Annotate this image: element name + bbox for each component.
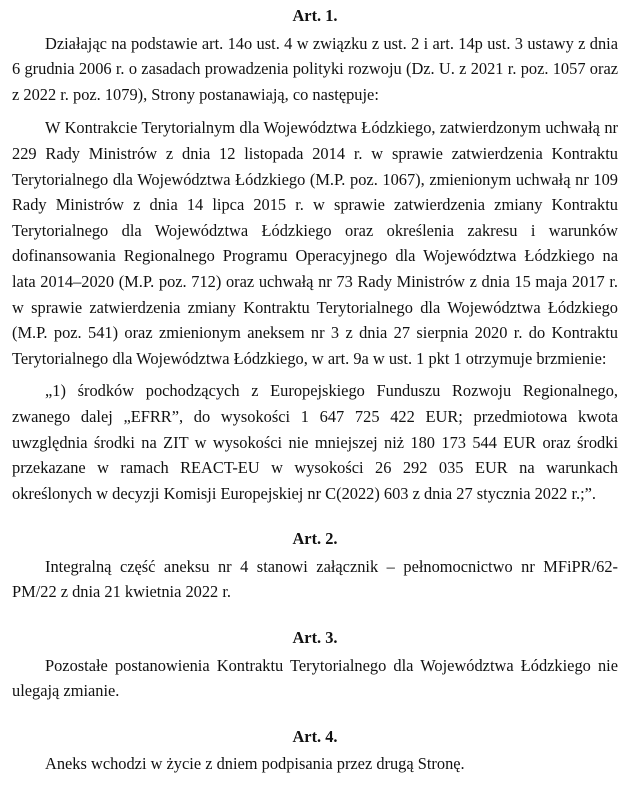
article-1-paragraph-legal-basis: Działając na podstawie art. 14o ust. 4 w związku z ust. 2 i art. 14p ust. 3 ustawy z dnia 6 grudnia 2006 r. o zasadach prowadzenia polityki rozwoju (Dz. U. z 2021 r. poz. 1057 oraz z 2022 r. poz. 1079), Strony postanawiają, co następuje: (12, 33, 618, 104)
article-1-paragraph-quoted-point: „1) środków pochodzących z Europejskiego Funduszu Rozwoju Regionalnego, zwanego dalej „EFRR”, do wysokości 1 647 725 422 EUR; przedmiotowa kwota uwzględnia środki na ZIT w wysokości nie mniejszej niż 180 173 544 EUR oraz środki przekazane w ramach REACT-EU w wysokości 26 292 035 EUR na warunkach określonych w decyzji Komisji Europejskiej nr C(2022) 603 z dnia 27 stycznia 2022 r.;”. (12, 381, 618, 503)
article-3-heading: Art. 3. (292, 628, 338, 648)
article-4-heading: Art. 4. (292, 726, 338, 746)
article-1-heading: Art. 1. (292, 6, 338, 25)
article-2-heading: Art. 2. (292, 529, 338, 549)
article-2-paragraph: Integralną część aneksu nr 4 stanowi załącznik – pełnomocnictwo nr MFiPR/62-PM/22 z dnia 21 kwietnia 2022 r. (12, 556, 618, 602)
article-3-paragraph: Pozostałe postanowienia Kontraktu Terytorialnego dla Województwa Łódzkiego nie ulegają zmianie. (12, 655, 618, 701)
document-page (12, 0, 618, 777)
article-4-paragraph: Aneks wchodzi w życie z dniem podpisania przez drugą Stronę. (45, 754, 465, 774)
article-1-paragraph-amendment: W Kontrakcie Terytorialnym dla Województwa Łódzkiego, zatwierdzonym uchwałą nr 229 Rady Ministrów z dnia 12 listopada 2014 r. w sprawie zatwierdzenia Kontraktu Terytorialnego dla Województwa Łódzkiego (M.P. poz. 1067), zmienionym uchwałą nr 109 Rady Ministrów z dnia 14 lipca 2015 r. w sprawie zatwierdzenia zmiany Kontraktu Terytorialnego dla Województwa Łódzkiego oraz określenia zakresu i warunków dofinansowania Regionalnego Programu Operacyjnego dla Województwa Łódzkiego na lata 2014–2020 (M.P. poz. 712) oraz uchwałą nr 73 Rady Ministrów z dnia 15 maja 2017 r. w sprawie zatwierdzenia zmiany Kontraktu Terytorialnego dla Województwa Łódzkiego (M.P. poz. 541) oraz zmienionym aneksem nr 3 z dnia 27 sierpnia 2020 r. do Kontraktu Terytorialnego dla Województwa Łódzkiego, w art. 9a w ust. 1 pkt 1 otrzymuje brzmienie: (12, 118, 618, 368)
